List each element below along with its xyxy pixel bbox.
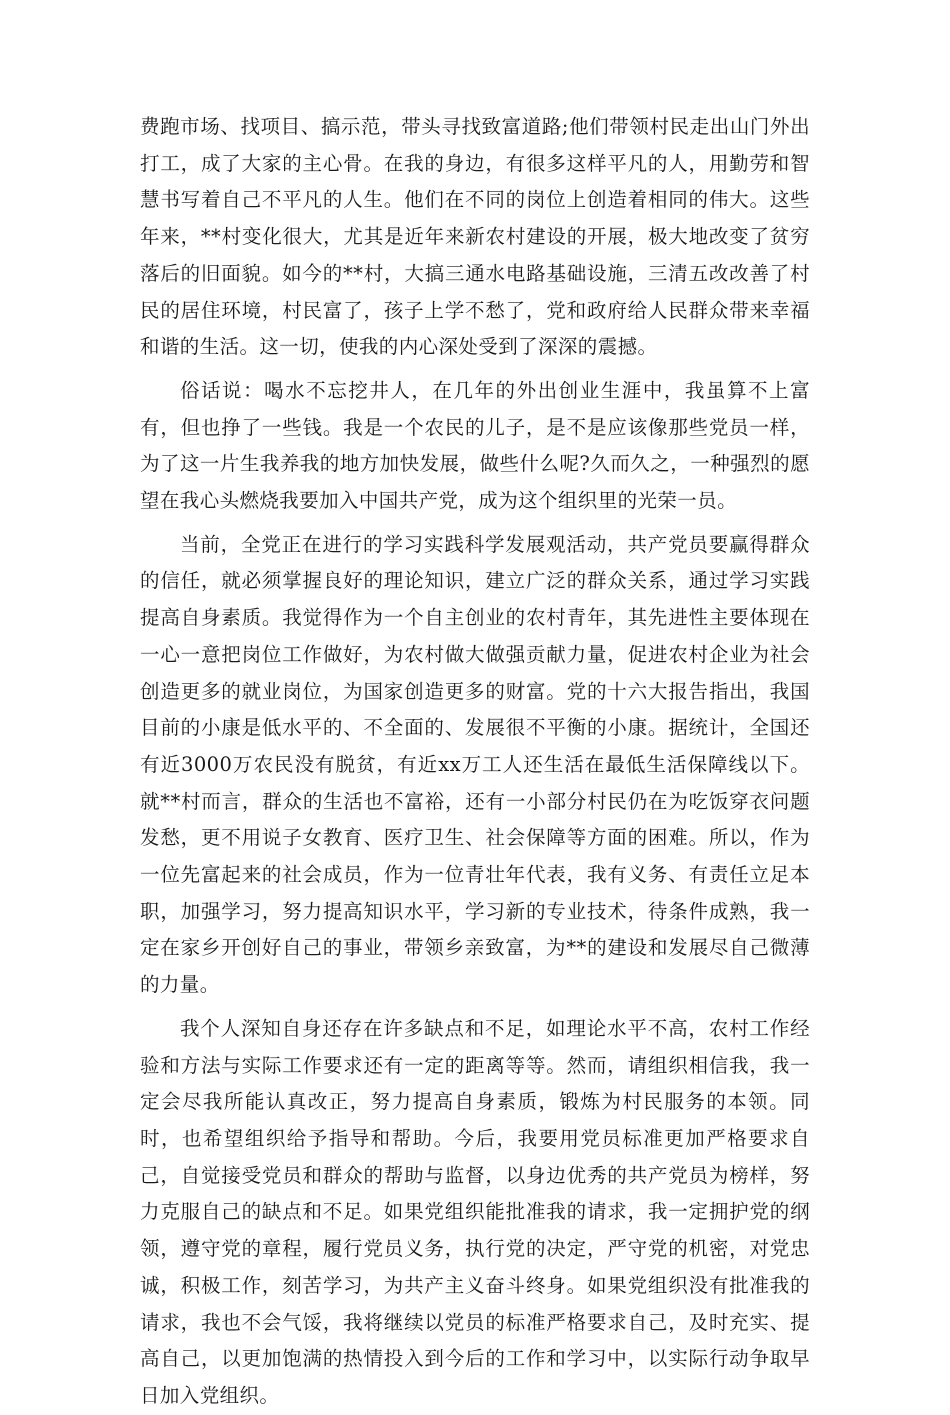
paragraph-2: 俗话说：喝水不忘挖井人，在几年的外出创业生涯中，我虽算不上富有，但也挣了一些钱。我是一个农民的儿子，是不是应该像那些党员一样，为了这一片生我养我的地方加快发展，做些什么呢?久而久之，一种强烈的愿望在我心头燃烧我要加入中国共产党，成为这个组织里的光荣一员。 bbox=[140, 378, 810, 513]
paragraph-4: 我个人深知自身还存在许多缺点和不足，如理论水平不高，农村工作经验和方法与实际工作要求还有一定的距离等等。然而，请组织相信我，我一定会尽我所能认真改正，努力提高自身素质，锻炼为村民服务的本领。同时，也希望组织给予指导和帮助。今后，我要用党员标准更加严格要求自己，自觉接受党员和群众的帮助与监督，以身边优秀的共产党员为榜样，努力克服自己的缺点和不足。如果党组织能批准我的请求，我一定拥护党的纲领，遵守党的章程，履行党员义务，执行党的决定，严守党的机密，对党忠诚，积极工作，刻苦学习，为共产主义奋斗终身。如果党组织没有批准我的请求，我也不会气馁，我将继续以党员的标准严格要求自己，及时充实、提高自己，以更加饱满的热情投入到今后的工作和学习中，以实际行动争取早日加入党组织。 bbox=[140, 1016, 810, 1407]
document-body bbox=[140, 109, 810, 1415]
paragraph-1: 费跑市场、找项目、搞示范，带头寻找致富道路;他们带领村民走出山门外出打工，成了大家的主心骨。在我的身边，有很多这样平凡的人，用勤劳和智慧书写着自己不平凡的人生。他们在不同的岗位上创造着相同的伟大。这些年来，**村变化很大，尤其是近年来新农村建设的开展，极大地改变了贫穷落后的旧面貌。如今的**村，大搞三通水电路基础设施，三清五改改善了村民的居住环境，村民富了，孩子上学不愁了，党和政府给人民群众带来幸福和谐的生活。这一切，使我的内心深处受到了深深的震撼。 bbox=[140, 115, 810, 359]
paragraph-3: 当前，全党正在进行的学习实践科学发展观活动，共产党员要赢得群众的信任，就必须掌握良好的理论知识，建立广泛的群众关系，通过学习实践提高自身素质。我觉得作为一个自主创业的农村青年，其先进性主要体现在一心一意把岗位工作做好，为农村做大做强贡献力量，促进农村企业为社会创造更多的就业岗位，为国家创造更多的财富。党的十六大报告指出，我国目前的小康是低水平的、不全面的、发展很不平衡的小康。据统计，全国还有近3000万农民没有脱贫，有近xx万工人还生活在最低生活保障线以下。就**村而言，群众的生活也不富裕，还有一小部分村民仍在为吃饭穿衣问题发愁，更不用说子女教育、医疗卫生、社会保障等方面的困难。所以，作为一位先富起来的社会成员，作为一位青壮年代表，我有义务、有责任立足本职，加强学习，努力提高知识水平，学习新的专业技术，待条件成熟，我一定在家乡开创好自己的事业，带领乡亲致富，为**的建设和发展尽自己微薄的力量。 bbox=[140, 532, 810, 997]
